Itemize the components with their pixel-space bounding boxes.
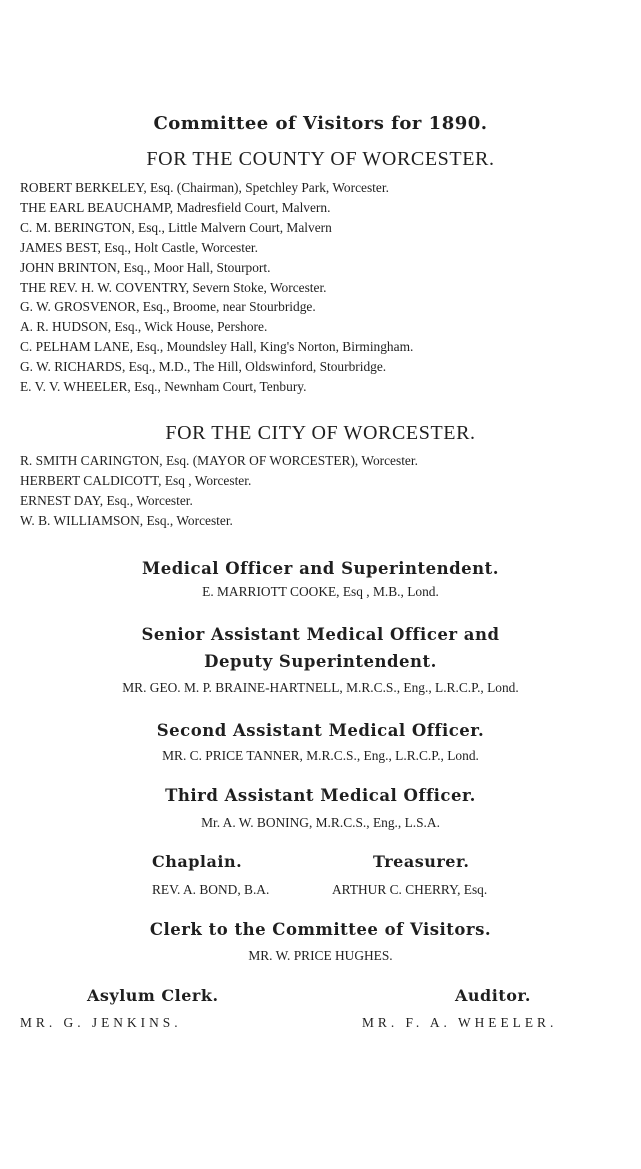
senior-assistant-heading-line2: Deputy Superintendent. bbox=[204, 652, 437, 671]
county-member: JOHN BRINTON, Esq., Moor Hall, Stourport. bbox=[20, 259, 271, 275]
county-heading: FOR THE COUNTY OF WORCESTER. bbox=[146, 148, 495, 170]
clerk-to-committee-name: MR. W. PRICE HUGHES. bbox=[248, 948, 393, 963]
medical-officer-name: E. MARRIOTT COOKE, Esq , M.B., Lond. bbox=[202, 584, 439, 599]
county-member: G. W. GROSVENOR, Esq., Broome, near Stourbridge. bbox=[20, 299, 316, 315]
county-member: JAMES BEST, Esq., Holt Castle, Worcester. bbox=[20, 239, 258, 255]
county-member: THE EARL BEAUCHAMP, Madresfield Court, Malvern. bbox=[20, 199, 331, 215]
city-heading: FOR THE CITY OF WORCESTER. bbox=[165, 422, 476, 444]
third-assistant-heading: Third Assistant Medical Officer. bbox=[165, 786, 476, 805]
page-title: Committee of Visitors for 1890. bbox=[153, 113, 488, 134]
second-assistant-name: MR. C. PRICE TANNER, M.R.C.S., Eng., L.R.C.P., Lond. bbox=[162, 748, 479, 763]
treasurer-heading: Treasurer. bbox=[373, 852, 470, 871]
chaplain-heading: Chaplain. bbox=[152, 852, 243, 871]
county-member-list bbox=[20, 178, 630, 397]
auditor-name: MR. F. A. WHEELER. bbox=[362, 1015, 558, 1030]
chaplain-name: REV. A. BOND, B.A. bbox=[152, 882, 270, 897]
city-member: W. B. WILLIAMSON, Esq., Worcester. bbox=[20, 512, 233, 528]
second-assistant-heading: Second Assistant Medical Officer. bbox=[156, 721, 485, 740]
county-member: A. R. HUDSON, Esq., Wick House, Pershore. bbox=[20, 319, 268, 335]
auditor-heading: Auditor. bbox=[455, 986, 531, 1005]
city-member: R. SMITH CARINGTON, Esq. (MAYOR OF WORCESTER), Worcester. bbox=[20, 453, 418, 468]
county-member: C. PELHAM LANE, Esq., Moundsley Hall, King's Norton, Birmingham. bbox=[20, 339, 414, 355]
city-member-list bbox=[20, 451, 630, 531]
treasurer-name: ARTHUR C. CHERRY, Esq. bbox=[332, 882, 488, 897]
senior-assistant-name: MR. GEO. M. P. BRAINE-HARTNELL, M.R.C.S., Eng., L.R.C.P., Lond. bbox=[122, 680, 519, 695]
third-assistant-name: Mr. A. W. BONING, M.R.C.S., Eng., L.S.A. bbox=[201, 815, 440, 830]
city-member: ERNEST DAY, Esq., Worcester. bbox=[20, 492, 193, 508]
county-member: THE REV. H. W. COVENTRY, Severn Stoke, Worcester. bbox=[20, 279, 327, 295]
clerk-to-committee-heading: Clerk to the Committee of Visitors. bbox=[149, 920, 492, 939]
asylum-clerk-heading: Asylum Clerk. bbox=[87, 986, 219, 1005]
county-member: C. M. BERINGTON, Esq., Little Malvern Court, Malvern bbox=[20, 219, 332, 235]
asylum-clerk-name: MR. G. JENKINS. bbox=[20, 1015, 182, 1030]
county-member: ROBERT BERKELEY, Esq. (Chairman), Spetchley Park, Worcester. bbox=[20, 180, 389, 195]
county-member: E. V. V. WHEELER, Esq., Newnham Court, Tenbury. bbox=[20, 379, 307, 395]
county-member: G. W. RICHARDS, Esq., M.D., The Hill, Oldswinford, Stourbridge. bbox=[20, 359, 387, 375]
senior-assistant-heading-line1: Senior Assistant Medical Officer and bbox=[141, 625, 500, 644]
city-member: HERBERT CALDICOTT, Esq , Worcester. bbox=[20, 472, 252, 488]
medical-officer-heading: Medical Officer and Superintendent. bbox=[141, 559, 500, 578]
